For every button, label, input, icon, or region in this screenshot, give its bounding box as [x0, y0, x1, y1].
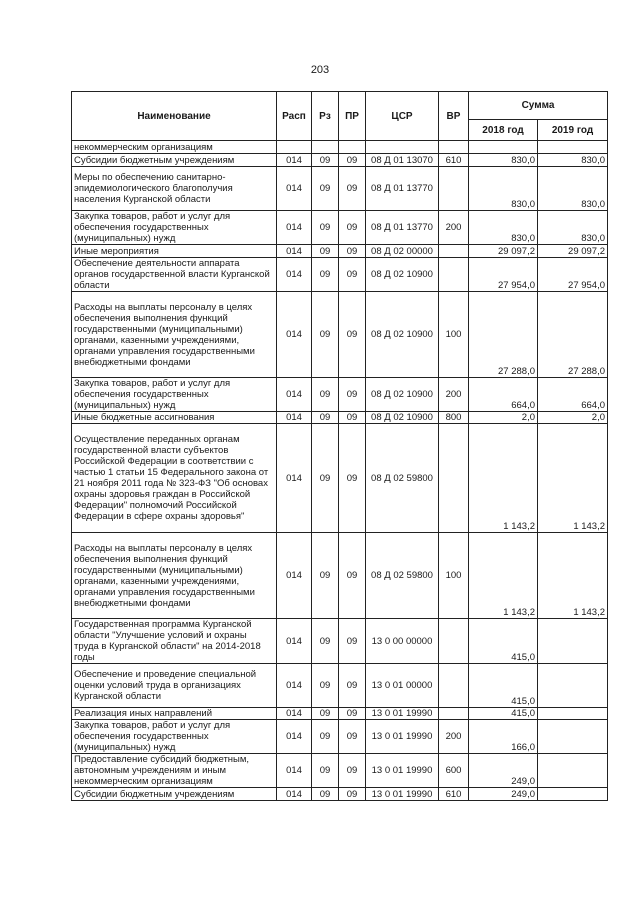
cell-name: Обеспечение деятельности аппарата органов государственной власти Курганской области: [72, 258, 277, 292]
cell-rz: 09: [312, 211, 339, 245]
cell-vr: 100: [439, 292, 469, 378]
cell-s2019: [538, 141, 608, 154]
cell-vr: 800: [439, 412, 469, 424]
cell-csr: 13 0 01 19990: [366, 788, 439, 801]
cell-rasp: [277, 141, 312, 154]
header-year-2019: 2019 год: [538, 120, 608, 141]
cell-s2019: 664,0: [538, 378, 608, 412]
cell-s2018: 249,0: [469, 754, 538, 788]
cell-rz: 09: [312, 154, 339, 167]
cell-rasp: 014: [277, 424, 312, 533]
cell-pr: 09: [339, 167, 366, 211]
cell-rz: 09: [312, 258, 339, 292]
cell-s2019: 27 288,0: [538, 292, 608, 378]
header-rz: Рз: [312, 92, 339, 141]
table-row: [72, 167, 608, 211]
header-pr: ПР: [339, 92, 366, 141]
cell-rasp: 014: [277, 167, 312, 211]
cell-pr: 09: [339, 708, 366, 720]
cell-name: Иные бюджетные ассигнования: [72, 412, 277, 424]
cell-vr: 200: [439, 720, 469, 754]
cell-rasp: 014: [277, 664, 312, 708]
cell-rz: [312, 141, 339, 154]
cell-s2019: [538, 664, 608, 708]
cell-rasp: 014: [277, 619, 312, 664]
cell-rz: 09: [312, 664, 339, 708]
cell-rasp: 014: [277, 720, 312, 754]
cell-vr: 610: [439, 788, 469, 801]
table-row: [72, 378, 608, 412]
cell-vr: [439, 167, 469, 211]
table-row: [72, 533, 608, 619]
cell-rz: 09: [312, 708, 339, 720]
cell-s2019: [538, 708, 608, 720]
cell-s2018: 1 143,2: [469, 533, 538, 619]
cell-pr: 09: [339, 211, 366, 245]
cell-rasp: 014: [277, 788, 312, 801]
cell-s2018: 2,0: [469, 412, 538, 424]
table-row: [72, 708, 608, 720]
cell-pr: 09: [339, 258, 366, 292]
cell-csr: 13 0 01 19990: [366, 720, 439, 754]
cell-rasp: 014: [277, 154, 312, 167]
header-vr: ВР: [439, 92, 469, 141]
cell-pr: 09: [339, 292, 366, 378]
cell-rz: 09: [312, 619, 339, 664]
cell-rz: 09: [312, 720, 339, 754]
cell-pr: 09: [339, 664, 366, 708]
cell-s2019: [538, 788, 608, 801]
cell-rasp: 014: [277, 412, 312, 424]
cell-name: Обеспечение и проведение специальной оценки условий труда в организациях Курганской области: [72, 664, 277, 708]
cell-vr: 100: [439, 533, 469, 619]
cell-pr: 09: [339, 788, 366, 801]
cell-pr: [339, 141, 366, 154]
cell-vr: [439, 141, 469, 154]
table-row: [72, 619, 608, 664]
cell-s2019: 1 143,2: [538, 424, 608, 533]
cell-s2019: 29 097,2: [538, 245, 608, 258]
table-row: [72, 258, 608, 292]
header-csr: ЦСР: [366, 92, 439, 141]
cell-name: некоммерческим организациям: [72, 141, 277, 154]
cell-s2018: 29 097,2: [469, 245, 538, 258]
cell-s2018: 415,0: [469, 664, 538, 708]
cell-s2018: 27 288,0: [469, 292, 538, 378]
table-header: [72, 92, 608, 141]
table-row: [72, 412, 608, 424]
cell-pr: 09: [339, 720, 366, 754]
cell-s2018: 830,0: [469, 167, 538, 211]
cell-name: Субсидии бюджетным учреждениям: [72, 154, 277, 167]
cell-rasp: 014: [277, 258, 312, 292]
cell-s2018: 1 143,2: [469, 424, 538, 533]
cell-name: Реализация иных направлений: [72, 708, 277, 720]
cell-rz: 09: [312, 378, 339, 412]
cell-csr: 08 Д 01 13070: [366, 154, 439, 167]
cell-s2018: 415,0: [469, 619, 538, 664]
cell-vr: [439, 245, 469, 258]
cell-pr: 09: [339, 154, 366, 167]
table-row: [72, 664, 608, 708]
table-row: [72, 211, 608, 245]
cell-csr: 13 0 00 00000: [366, 619, 439, 664]
table-row: [72, 154, 608, 167]
cell-name: Закупка товаров, работ и услуг для обеспечения государственных (муниципальных) нужд: [72, 720, 277, 754]
table-row: [72, 754, 608, 788]
cell-rz: 09: [312, 245, 339, 258]
cell-rz: 09: [312, 292, 339, 378]
cell-csr: 08 Д 02 00000: [366, 245, 439, 258]
cell-pr: 09: [339, 412, 366, 424]
cell-name: Предоставление субсидий бюджетным, автономным учреждениям и иным некоммерческим организациям: [72, 754, 277, 788]
cell-rasp: 014: [277, 533, 312, 619]
cell-name: Осуществление переданных органам государственной власти субъектов Российской Федерации в соответствии с частью 1 статьи 15 Федерального закона от 21 ноября 2011 года № 323-ФЗ "Об основах охраны здоровья граждан в Российской Федерации" полномочий Российской Федерации в сфере охраны здоровья": [72, 424, 277, 533]
cell-rz: 09: [312, 754, 339, 788]
cell-csr: 08 Д 01 13770: [366, 167, 439, 211]
cell-s2018: 830,0: [469, 211, 538, 245]
cell-name: Закупка товаров, работ и услуг для обеспечения государственных (муниципальных) нужд: [72, 378, 277, 412]
cell-csr: [366, 141, 439, 154]
cell-rz: 09: [312, 424, 339, 533]
header-year-2018: 2018 год: [469, 120, 538, 141]
cell-pr: 09: [339, 378, 366, 412]
header-sum: Сумма: [469, 92, 608, 120]
cell-name: Расходы на выплаты персоналу в целях обеспечения выполнения функций государственными (муниципальными) органами, казенными учреждениями, органами управления государственными внебюджетными фондами: [72, 533, 277, 619]
header-rasp: Расп: [277, 92, 312, 141]
cell-s2019: [538, 754, 608, 788]
cell-csr: 08 Д 02 10900: [366, 412, 439, 424]
cell-csr: 13 0 01 19990: [366, 754, 439, 788]
cell-vr: 200: [439, 211, 469, 245]
cell-rasp: 014: [277, 708, 312, 720]
cell-rasp: 014: [277, 292, 312, 378]
cell-csr: 08 Д 02 10900: [366, 258, 439, 292]
cell-csr: 08 Д 02 59800: [366, 533, 439, 619]
cell-csr: 08 Д 02 10900: [366, 292, 439, 378]
cell-name: Государственная программа Курганской области "Улучшение условий и охраны труда в Курганской области" на 2014-2018 годы: [72, 619, 277, 664]
cell-rz: 09: [312, 788, 339, 801]
cell-s2019: 830,0: [538, 154, 608, 167]
cell-pr: 09: [339, 533, 366, 619]
table-row: [72, 292, 608, 378]
table-row: [72, 788, 608, 801]
cell-name: Меры по обеспечению санитарно-эпидемиологического благополучия населения Курганской области: [72, 167, 277, 211]
table-row: [72, 720, 608, 754]
cell-pr: 09: [339, 754, 366, 788]
cell-s2019: 830,0: [538, 167, 608, 211]
cell-rasp: 014: [277, 245, 312, 258]
cell-s2019: 830,0: [538, 211, 608, 245]
cell-csr: 08 Д 02 10900: [366, 378, 439, 412]
cell-s2018: 664,0: [469, 378, 538, 412]
cell-vr: [439, 424, 469, 533]
cell-rasp: 014: [277, 211, 312, 245]
cell-pr: 09: [339, 424, 366, 533]
page-number: 203: [310, 64, 330, 76]
cell-vr: [439, 258, 469, 292]
cell-csr: 08 Д 01 13770: [366, 211, 439, 245]
cell-s2019: 2,0: [538, 412, 608, 424]
cell-s2018: [469, 141, 538, 154]
table-row: [72, 424, 608, 533]
cell-s2018: 166,0: [469, 720, 538, 754]
cell-rz: 09: [312, 412, 339, 424]
table-row: [72, 141, 608, 154]
cell-name: Расходы на выплаты персоналу в целях обеспечения выполнения функций государственными (муниципальными) органами, казенными учреждениями, органами управления государственными внебюджетными фондами: [72, 292, 277, 378]
cell-csr: 13 0 01 00000: [366, 664, 439, 708]
cell-s2018: 830,0: [469, 154, 538, 167]
cell-name: Субсидии бюджетным учреждениям: [72, 788, 277, 801]
cell-s2019: [538, 720, 608, 754]
header-name: Наименование: [72, 92, 277, 141]
cell-vr: 610: [439, 154, 469, 167]
cell-rz: 09: [312, 167, 339, 211]
cell-pr: 09: [339, 619, 366, 664]
cell-s2018: 415,0: [469, 708, 538, 720]
table-body: [72, 141, 608, 801]
cell-s2018: 27 954,0: [469, 258, 538, 292]
cell-csr: 13 0 01 19990: [366, 708, 439, 720]
table-row: [72, 245, 608, 258]
cell-vr: [439, 619, 469, 664]
cell-csr: 08 Д 02 59800: [366, 424, 439, 533]
cell-s2019: 27 954,0: [538, 258, 608, 292]
cell-name: Иные мероприятия: [72, 245, 277, 258]
cell-rz: 09: [312, 533, 339, 619]
cell-vr: [439, 708, 469, 720]
cell-rasp: 014: [277, 378, 312, 412]
cell-pr: 09: [339, 245, 366, 258]
cell-rasp: 014: [277, 754, 312, 788]
cell-s2019: [538, 619, 608, 664]
cell-vr: 600: [439, 754, 469, 788]
cell-s2019: 1 143,2: [538, 533, 608, 619]
budget-table: [71, 91, 608, 801]
cell-vr: [439, 664, 469, 708]
cell-vr: 200: [439, 378, 469, 412]
cell-s2018: 249,0: [469, 788, 538, 801]
cell-name: Закупка товаров, работ и услуг для обеспечения государственных (муниципальных) нужд: [72, 211, 277, 245]
